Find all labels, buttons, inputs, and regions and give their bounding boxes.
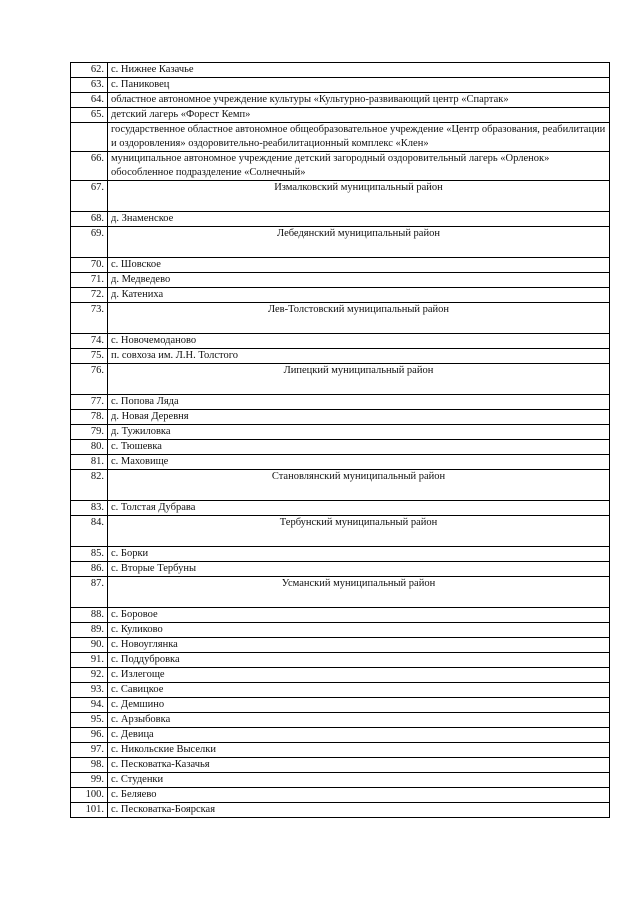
settlement-name: с. Паниковец <box>108 78 610 93</box>
district-name: Тербунский муниципальный район <box>108 516 610 547</box>
settlement-name: с. Куликово <box>108 623 610 638</box>
settlements-table <box>70 62 610 818</box>
table-row <box>71 683 610 698</box>
table-row <box>71 395 610 410</box>
table-row <box>71 93 610 108</box>
row-number: 97. <box>71 743 108 758</box>
row-number: 91. <box>71 653 108 668</box>
table-row <box>71 728 610 743</box>
row-number: 84. <box>71 516 108 547</box>
row-number: 70. <box>71 258 108 273</box>
settlement-name: с. Девица <box>108 728 610 743</box>
table-row <box>71 803 610 818</box>
row-number: 64. <box>71 93 108 108</box>
settlement-name: д. Тужиловка <box>108 425 610 440</box>
table-row <box>71 410 610 425</box>
row-number: 76. <box>71 364 108 395</box>
table-row <box>71 425 610 440</box>
table-row <box>71 258 610 273</box>
table-row <box>71 698 610 713</box>
settlement-name: с. Боровое <box>108 608 610 623</box>
settlement-name: с. Тюшевка <box>108 440 610 455</box>
settlement-name: детский лагерь «Форест Кемп» <box>108 108 610 123</box>
row-number: 78. <box>71 410 108 425</box>
row-number: 80. <box>71 440 108 455</box>
district-name: Становлянский муниципальный район <box>108 470 610 501</box>
table-row <box>71 758 610 773</box>
settlement-name: с. Толстая Дубрава <box>108 501 610 516</box>
table-row <box>71 108 610 123</box>
district-header-row <box>71 181 610 212</box>
row-number: 67. <box>71 181 108 212</box>
settlement-name: с. Студенки <box>108 773 610 788</box>
settlement-name: д. Медведево <box>108 273 610 288</box>
table-row <box>71 288 610 303</box>
district-header-row <box>71 303 610 334</box>
settlement-name: д. Знаменское <box>108 212 610 227</box>
row-number: 68. <box>71 212 108 227</box>
settlement-name: с. Попова Ляда <box>108 395 610 410</box>
settlement-name: с. Новоуглянка <box>108 638 610 653</box>
row-number: 72. <box>71 288 108 303</box>
settlement-name: с. Шовское <box>108 258 610 273</box>
settlement-name: с. Вторые Тербуны <box>108 562 610 577</box>
row-number: 81. <box>71 455 108 470</box>
table-row <box>71 455 610 470</box>
settlement-name: с. Новочемоданово <box>108 334 610 349</box>
district-name: Липецкий муниципальный район <box>108 364 610 395</box>
table-row <box>71 63 610 78</box>
settlement-name: с. Савицкое <box>108 683 610 698</box>
row-number: 75. <box>71 349 108 364</box>
row-number: 65. <box>71 108 108 123</box>
table-row <box>71 501 610 516</box>
row-number: 99. <box>71 773 108 788</box>
settlement-name: д. Новая Деревня <box>108 410 610 425</box>
district-header-row <box>71 516 610 547</box>
settlement-name: с. Демшино <box>108 698 610 713</box>
district-name: Лев-Толстовский муниципальный район <box>108 303 610 334</box>
row-number: 66. <box>71 152 108 181</box>
row-number: 77. <box>71 395 108 410</box>
row-number: 69. <box>71 227 108 258</box>
settlement-name: с. Нижнее Казачье <box>108 63 610 78</box>
table-row <box>71 78 610 93</box>
table-row <box>71 668 610 683</box>
table-row <box>71 334 610 349</box>
row-number: 74. <box>71 334 108 349</box>
settlement-name: государственное областное автономное общеобразовательное учреждение «Центр образования, реабилитации и оздоровления» оздоровительно-реабилитационный комплекс «Клен» <box>108 123 610 152</box>
row-number: 88. <box>71 608 108 623</box>
table-row <box>71 623 610 638</box>
settlement-name: муниципальное автономное учреждение детский загородный оздоровительный лагерь «Орленок» обособленное подразделение «Солнечный» <box>108 152 610 181</box>
settlement-name: с. Поддубровка <box>108 653 610 668</box>
table-row <box>71 713 610 728</box>
row-number: 96. <box>71 728 108 743</box>
table-row <box>71 123 610 152</box>
table-row <box>71 212 610 227</box>
table-row <box>71 608 610 623</box>
settlement-name: д. Катениха <box>108 288 610 303</box>
row-number: 92. <box>71 668 108 683</box>
settlement-name: с. Никольские Выселки <box>108 743 610 758</box>
row-number <box>71 123 108 152</box>
table-row <box>71 638 610 653</box>
district-header-row <box>71 577 610 608</box>
settlement-name: с. Песковатка-Боярская <box>108 803 610 818</box>
settlement-name: с. Песковатка-Казачья <box>108 758 610 773</box>
row-number: 83. <box>71 501 108 516</box>
row-number: 95. <box>71 713 108 728</box>
district-name: Лебедянский муниципальный район <box>108 227 610 258</box>
row-number: 79. <box>71 425 108 440</box>
table-row <box>71 788 610 803</box>
settlement-name: с. Беляево <box>108 788 610 803</box>
table-body <box>71 63 610 818</box>
row-number: 71. <box>71 273 108 288</box>
district-name: Усманский муниципальный район <box>108 577 610 608</box>
row-number: 93. <box>71 683 108 698</box>
table-row <box>71 349 610 364</box>
row-number: 90. <box>71 638 108 653</box>
row-number: 94. <box>71 698 108 713</box>
settlement-name: областное автономное учреждение культуры «Культурно-развивающий центр «Спартак» <box>108 93 610 108</box>
table-row <box>71 152 610 181</box>
row-number: 101. <box>71 803 108 818</box>
row-number: 98. <box>71 758 108 773</box>
district-name: Измалковский муниципальный район <box>108 181 610 212</box>
row-number: 73. <box>71 303 108 334</box>
table-row <box>71 562 610 577</box>
settlement-name: с. Излегоще <box>108 668 610 683</box>
table-row <box>71 440 610 455</box>
row-number: 63. <box>71 78 108 93</box>
settlement-name: с. Арзыбовка <box>108 713 610 728</box>
row-number: 82. <box>71 470 108 501</box>
row-number: 85. <box>71 547 108 562</box>
row-number: 86. <box>71 562 108 577</box>
row-number: 89. <box>71 623 108 638</box>
table-row <box>71 653 610 668</box>
settlement-name: п. совхоза им. Л.Н. Толстого <box>108 349 610 364</box>
district-header-row <box>71 227 610 258</box>
settlement-name: с. Борки <box>108 547 610 562</box>
settlement-name: с. Маховище <box>108 455 610 470</box>
table-row <box>71 547 610 562</box>
row-number: 100. <box>71 788 108 803</box>
row-number: 62. <box>71 63 108 78</box>
table-row <box>71 773 610 788</box>
row-number: 87. <box>71 577 108 608</box>
district-header-row <box>71 470 610 501</box>
district-header-row <box>71 364 610 395</box>
table-row <box>71 273 610 288</box>
table-row <box>71 743 610 758</box>
